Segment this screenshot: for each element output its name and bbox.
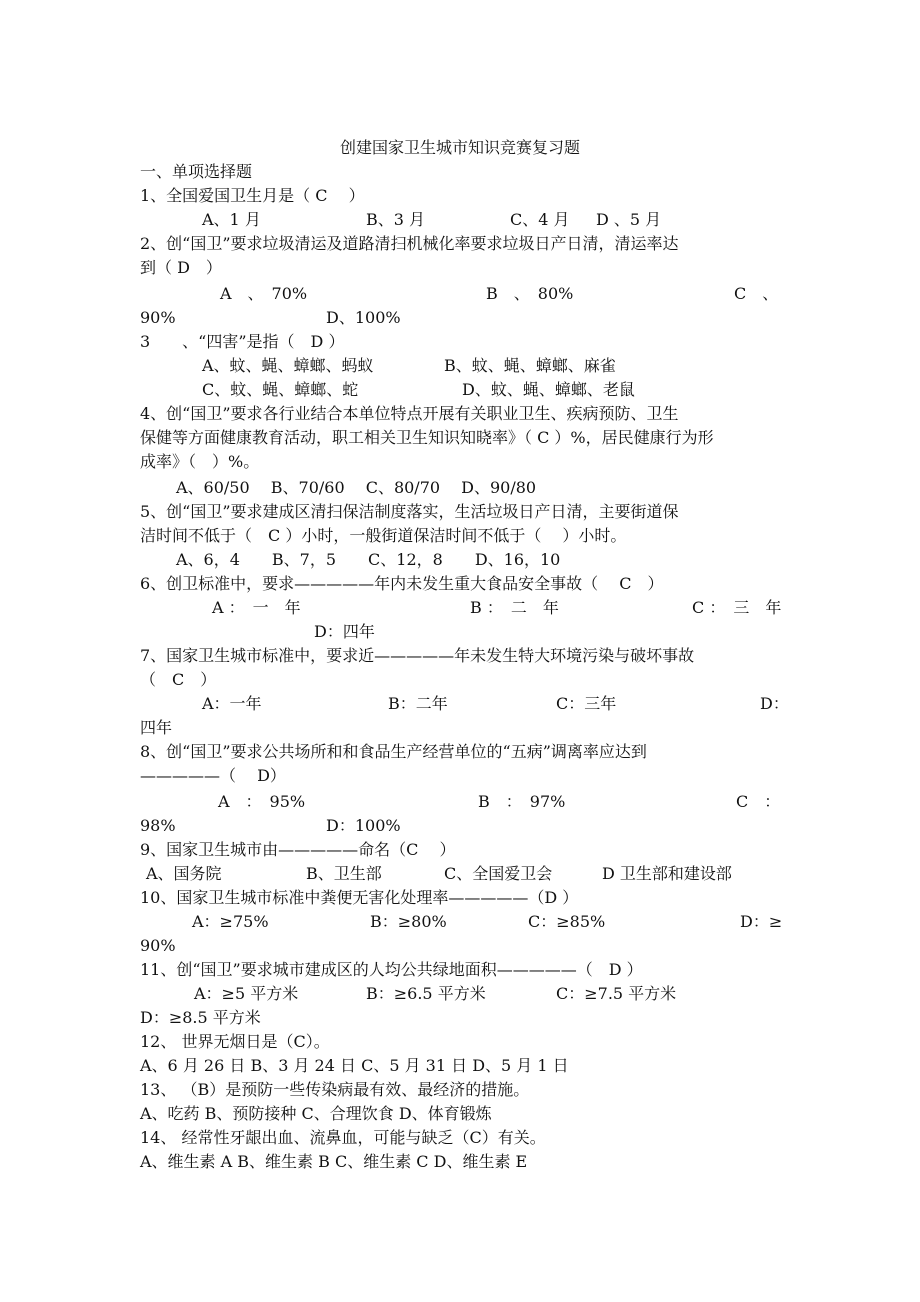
q4-options: A、60/50 B、70/60 C、80/70 D、90/80 [176,478,537,497]
q9-option-b: B、卫生部 [306,864,382,883]
q8-option-c: C ： [736,792,781,811]
q8-option-a: A ： 95% [218,792,306,811]
q7-option-d: D： [760,694,789,713]
document-title: 创建国家卫生城市知识竞赛复习题 [339,138,580,157]
question-8-cont: —————（ D） [140,766,286,785]
q9-option-c: C、全国爱卫会 [444,864,553,883]
q8-option-d: D：100% [326,816,401,835]
question-1: 1、全国爱国卫生月是（ C ） [140,186,365,205]
q11-option-c: C：≥7.5 平方米 [556,984,677,1003]
question-13: 13、 （B）是预防一些传染病最有效、最经济的措施。 [140,1080,530,1099]
q2-option-b: B 、 80% [486,284,574,303]
q11-option-a: A：≥5 平方米 [194,984,299,1003]
question-7-cont: （ C ） [140,670,217,689]
q6-option-b: B ： 二 年 [470,598,559,617]
q1-option-d: D 、5 月 [596,210,662,229]
q6-option-c: C ： 三 年 [692,598,782,617]
question-6: 6、创卫标准中，要求—————年内未发生重大食品安全事故（ C ） [140,574,664,593]
q3-option-b: B、蚊、蝇、蟑螂、麻雀 [444,356,616,375]
q10-option-d: D：≥ [740,912,783,931]
question-2-cont: 到（ D ） [140,258,222,277]
q3-option-c: C、蚊、蝇、蟑螂、蛇 [202,380,359,399]
q14-options: A、维生素 A B、维生素 B C、维生素 C D、维生素 E [140,1152,528,1171]
q6-option-d: D：四年 [314,622,375,641]
q1-option-a: A、1 月 [202,210,261,229]
question-7: 7、国家卫生城市标准中，要求近—————年未发生特大环境污染与破坏事故 [140,646,695,665]
question-4-cont1: 保健等方面健康教育活动，职工相关卫生知识知晓率》（ C ）%，居民健康行为形 [140,428,714,447]
q1-option-c: C、4 月 [510,210,570,229]
q1-option-b: B、3 月 [366,210,426,229]
question-4-cont2: 成率》（ ）%。 [140,452,260,471]
question-5: 5、创“国卫”要求建成区清扫保洁制度落实，生活垃圾日产日清，主要街道保 [140,502,679,521]
section-heading: 一、单项选择题 [140,162,253,181]
q7-option-b: B：二年 [388,694,448,713]
q2-option-a: A 、 70% [220,284,308,303]
q11-option-b: B：≥6.5 平方米 [366,984,486,1003]
q10-option-c: C：≥85% [528,912,606,931]
q7-option-c: C：三年 [556,694,617,713]
q6-option-a: A ： 一 年 [212,598,301,617]
question-8: 8、创“国卫”要求公共场所和和食品生产经营单位的“五病”调离率应达到 [140,742,647,761]
question-14: 14、 经常性牙龈出血、流鼻血，可能与缺乏（C）有关。 [140,1128,546,1147]
question-3: 3 、“四害”是指（ D ） [140,332,345,351]
q2-option-d: D、100% [326,308,401,327]
question-12: 12、 世界无烟日是（C）。 [140,1032,330,1051]
q3-option-a: A、蚊、蝇、蟑螂、蚂蚁 [202,356,374,375]
question-9: 9、国家卫生城市由—————命名（C ） [140,840,456,859]
question-5-cont: 洁时间不低于（ C ）小时，一般街道保洁时间不低于（ ）小时。 [140,526,627,545]
q9-option-a: A、国务院 [146,864,222,883]
q13-options: A、吃药 B、预防接种 C、合理饮食 D、体育锻炼 [140,1104,492,1123]
q10-option-d-value: 90% [140,936,176,955]
q2-option-c-value: 90% [140,308,176,327]
q2-option-c: C 、 [734,284,779,303]
q5-options: A、6，4 B、7，5 C、12，8 D、16，10 [176,550,561,569]
q7-option-d-value: 四年 [140,718,173,737]
q8-option-c-value: 98% [140,816,176,835]
q3-option-d: D、蚊、蝇、蟑螂、老鼠 [462,380,635,399]
q10-option-a: A：≥75% [192,912,269,931]
question-11: 11、创“国卫”要求城市建成区的人均公共绿地面积—————（ D ） [140,960,643,979]
question-4: 4、创“国卫”要求各行业结合本单位特点开展有关职业卫生、疾病预防、卫生 [140,404,679,423]
q7-option-a: A：一年 [202,694,262,713]
q9-option-d: D 卫生部和建设部 [602,864,732,883]
q11-option-d: D：≥8.5 平方米 [140,1008,261,1027]
q8-option-b: B ： 97% [478,792,566,811]
q10-option-b: B：≥80% [370,912,447,931]
question-10: 10、国家卫生城市标准中粪便无害化处理率—————（D ） [140,888,579,907]
q12-options: A、6 月 26 日 B、3 月 24 日 C、5 月 31 日 D、5 月 1 日 [140,1056,569,1075]
question-2: 2、创“国卫”要求垃圾清运及道路清扫机械化率要求垃圾日产日清，清运率达 [140,234,679,253]
